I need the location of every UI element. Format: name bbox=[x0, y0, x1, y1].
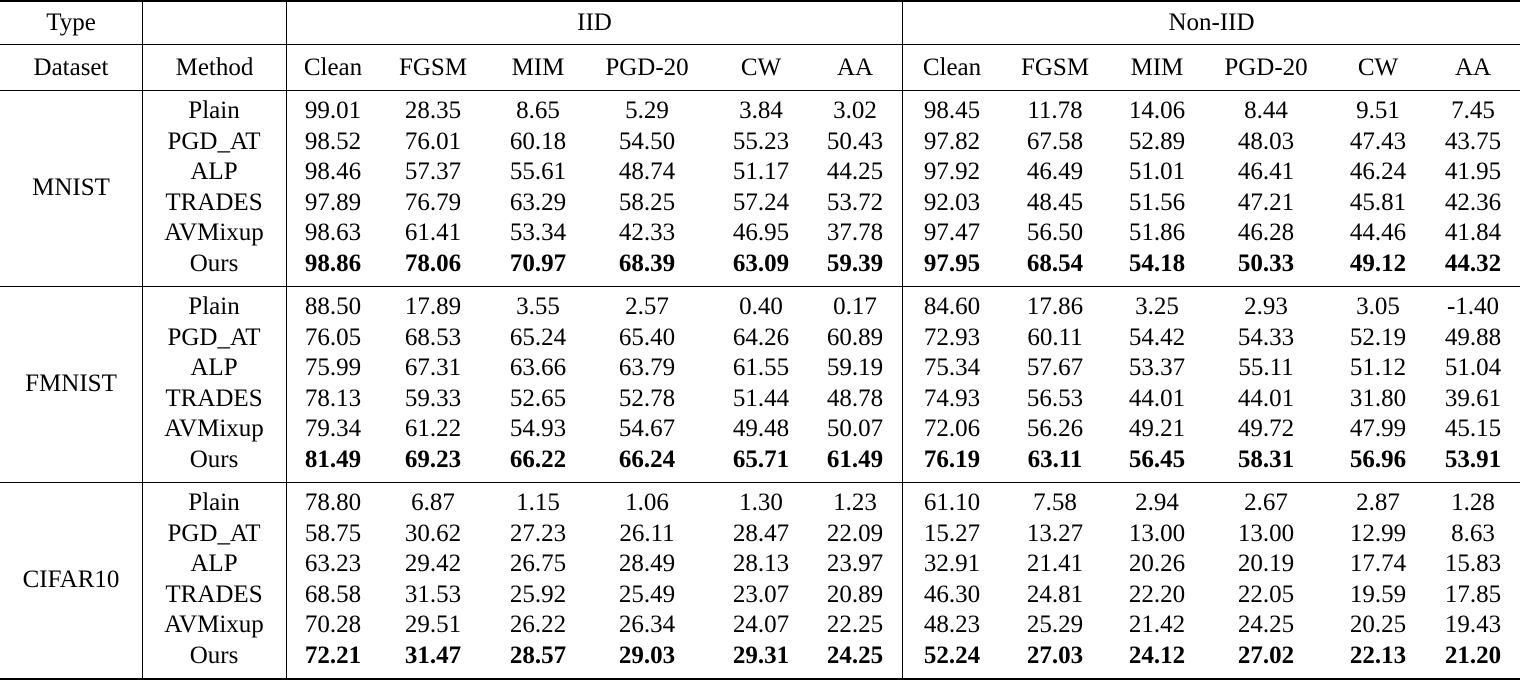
column-header: CW bbox=[740, 54, 782, 81]
value-cell: 67.31 bbox=[404, 354, 462, 382]
type-header: Type bbox=[46, 9, 96, 36]
value-cell: 45.15 bbox=[1444, 415, 1502, 443]
value-cell: 55.11 bbox=[1238, 354, 1294, 382]
value-cell: 19.59 bbox=[1349, 580, 1407, 608]
value-cell: 54.18 bbox=[1128, 249, 1186, 277]
value-cell: 98.46 bbox=[304, 158, 362, 186]
value-cell: 59.39 bbox=[826, 249, 884, 277]
vrule-iid bbox=[902, 2, 903, 678]
value-cell: 58.25 bbox=[618, 188, 676, 216]
value-cell: 49.72 bbox=[1237, 415, 1295, 443]
method-cell: Ours bbox=[189, 249, 239, 277]
value-cell: 28.35 bbox=[404, 97, 462, 125]
value-cell: 65.40 bbox=[618, 323, 676, 351]
value-cell: 59.19 bbox=[826, 354, 884, 382]
value-cell: 50.07 bbox=[826, 415, 884, 443]
value-cell: 84.60 bbox=[923, 293, 981, 321]
value-cell: 1.28 bbox=[1451, 489, 1495, 517]
value-cell: 56.26 bbox=[1026, 415, 1084, 443]
value-cell: 51.86 bbox=[1128, 219, 1186, 247]
value-cell: 54.42 bbox=[1128, 323, 1186, 351]
value-cell: 99.01 bbox=[304, 97, 362, 125]
value-cell: 25.49 bbox=[618, 580, 676, 608]
value-cell: 50.43 bbox=[826, 127, 884, 155]
value-cell: 29.51 bbox=[404, 611, 462, 639]
value-cell: 58.31 bbox=[1237, 445, 1295, 473]
value-cell: 22.09 bbox=[826, 519, 884, 547]
value-cell: 61.22 bbox=[404, 415, 462, 443]
column-header: PGD-20 bbox=[1224, 54, 1308, 81]
value-cell: 56.96 bbox=[1349, 445, 1407, 473]
table-row bbox=[0, 127, 1523, 158]
value-cell: 48.03 bbox=[1237, 127, 1295, 155]
value-cell: 31.47 bbox=[404, 641, 462, 669]
dataset-header: Dataset bbox=[33, 54, 109, 81]
value-cell: 23.07 bbox=[732, 580, 790, 608]
bottom-rule bbox=[0, 678, 1520, 680]
value-cell: 51.56 bbox=[1128, 188, 1186, 216]
value-cell: 97.89 bbox=[304, 188, 362, 216]
value-cell: 65.24 bbox=[509, 323, 567, 351]
value-cell: 54.93 bbox=[509, 415, 567, 443]
value-cell: 8.63 bbox=[1451, 519, 1495, 547]
value-cell: 41.84 bbox=[1444, 219, 1502, 247]
value-cell: 57.24 bbox=[732, 188, 790, 216]
method-header: Method bbox=[175, 54, 254, 81]
method-cell: ALP bbox=[190, 354, 238, 382]
value-cell: 42.33 bbox=[618, 219, 676, 247]
value-cell: 27.23 bbox=[509, 519, 567, 547]
table-row bbox=[0, 323, 1523, 354]
value-cell: 6.87 bbox=[411, 489, 455, 517]
value-cell: 51.04 bbox=[1444, 354, 1502, 382]
value-cell: 70.97 bbox=[509, 249, 567, 277]
value-cell: 79.34 bbox=[304, 415, 362, 443]
value-cell: 3.05 bbox=[1356, 293, 1400, 321]
value-cell: 26.22 bbox=[509, 611, 567, 639]
value-cell: 61.49 bbox=[826, 445, 884, 473]
value-cell: 68.58 bbox=[304, 580, 362, 608]
value-cell: 44.01 bbox=[1237, 384, 1295, 412]
value-cell: 98.45 bbox=[923, 97, 981, 125]
value-cell: 63.79 bbox=[618, 354, 676, 382]
value-cell: 17.74 bbox=[1349, 550, 1407, 578]
value-cell: 2.67 bbox=[1244, 489, 1288, 517]
value-cell: 29.42 bbox=[404, 550, 462, 578]
value-cell: 28.13 bbox=[732, 550, 790, 578]
column-header: AA bbox=[1454, 54, 1492, 81]
value-cell: 51.12 bbox=[1349, 354, 1407, 382]
value-cell: 48.23 bbox=[923, 611, 981, 639]
top-rule bbox=[0, 0, 1520, 2]
value-cell: 69.23 bbox=[404, 445, 462, 473]
value-cell: 53.72 bbox=[826, 188, 884, 216]
value-cell: 49.48 bbox=[732, 415, 790, 443]
value-cell: 29.31 bbox=[732, 641, 790, 669]
value-cell: 97.92 bbox=[923, 158, 981, 186]
value-cell: 0.40 bbox=[739, 293, 783, 321]
value-cell: 27.02 bbox=[1237, 641, 1295, 669]
value-cell: 22.25 bbox=[826, 611, 884, 639]
value-cell: 28.49 bbox=[618, 550, 676, 578]
value-cell: 25.29 bbox=[1026, 611, 1084, 639]
value-cell: 59.33 bbox=[404, 384, 462, 412]
value-cell: 17.86 bbox=[1026, 293, 1084, 321]
value-cell: 20.89 bbox=[826, 580, 884, 608]
table-row bbox=[0, 549, 1523, 580]
value-cell: 24.12 bbox=[1128, 641, 1186, 669]
value-cell: 88.50 bbox=[304, 293, 362, 321]
value-cell: 52.89 bbox=[1128, 127, 1186, 155]
value-cell: 24.25 bbox=[826, 641, 884, 669]
value-cell: 98.52 bbox=[304, 127, 362, 155]
dataset-label: MNIST bbox=[32, 173, 110, 201]
value-cell: 53.91 bbox=[1444, 445, 1502, 473]
header-rule-2 bbox=[0, 90, 1520, 91]
method-cell: Plain bbox=[188, 489, 240, 517]
value-cell: 22.13 bbox=[1349, 641, 1407, 669]
value-cell: 31.53 bbox=[404, 580, 462, 608]
value-cell: 63.11 bbox=[1027, 445, 1083, 473]
value-cell: 20.26 bbox=[1128, 550, 1186, 578]
value-cell: 32.91 bbox=[923, 550, 981, 578]
column-header: PGD-20 bbox=[605, 54, 689, 81]
value-cell: 8.65 bbox=[516, 97, 560, 125]
value-cell: 37.78 bbox=[826, 219, 884, 247]
value-cell: 46.41 bbox=[1237, 158, 1295, 186]
value-cell: 41.95 bbox=[1444, 158, 1502, 186]
value-cell: 22.20 bbox=[1128, 580, 1186, 608]
header-row-columns bbox=[0, 47, 1523, 89]
value-cell: 20.19 bbox=[1237, 550, 1295, 578]
value-cell: 15.83 bbox=[1444, 550, 1502, 578]
value-cell: 54.50 bbox=[618, 127, 676, 155]
vrule-method bbox=[286, 2, 287, 678]
value-cell: 25.92 bbox=[509, 580, 567, 608]
value-cell: 56.53 bbox=[1026, 384, 1084, 412]
value-cell: 52.65 bbox=[509, 384, 567, 412]
value-cell: 49.12 bbox=[1349, 249, 1407, 277]
value-cell: 31.80 bbox=[1349, 384, 1407, 412]
value-cell: 98.63 bbox=[304, 219, 362, 247]
value-cell: 48.78 bbox=[826, 384, 884, 412]
value-cell: 14.06 bbox=[1128, 97, 1186, 125]
table-row bbox=[0, 641, 1523, 672]
value-cell: 55.23 bbox=[732, 127, 790, 155]
method-cell: AVMixup bbox=[164, 219, 264, 247]
method-cell: Ours bbox=[189, 641, 239, 669]
value-cell: 63.29 bbox=[509, 188, 567, 216]
column-header: FGSM bbox=[398, 54, 468, 81]
dataset-label: FMNIST bbox=[25, 369, 117, 397]
value-cell: 44.25 bbox=[826, 158, 884, 186]
value-cell: 28.57 bbox=[509, 641, 567, 669]
value-cell: -1.40 bbox=[1446, 293, 1500, 321]
iid-header: IID bbox=[577, 9, 612, 36]
table-row bbox=[0, 96, 1523, 127]
method-cell: AVMixup bbox=[164, 611, 264, 639]
value-cell: 78.06 bbox=[404, 249, 462, 277]
value-cell: 47.43 bbox=[1349, 127, 1407, 155]
value-cell: 9.51 bbox=[1356, 97, 1400, 125]
value-cell: 44.32 bbox=[1444, 249, 1502, 277]
value-cell: 47.21 bbox=[1237, 188, 1295, 216]
value-cell: 53.34 bbox=[509, 219, 567, 247]
value-cell: 3.25 bbox=[1135, 293, 1179, 321]
value-cell: 50.33 bbox=[1237, 249, 1295, 277]
method-cell: ALP bbox=[190, 158, 238, 186]
value-cell: 19.43 bbox=[1444, 611, 1502, 639]
value-cell: 26.75 bbox=[509, 550, 567, 578]
value-cell: 67.58 bbox=[1026, 127, 1084, 155]
value-cell: 1.30 bbox=[739, 489, 783, 517]
method-cell: TRADES bbox=[165, 188, 263, 216]
value-cell: 51.44 bbox=[732, 384, 790, 412]
value-cell: 52.19 bbox=[1349, 323, 1407, 351]
value-cell: 46.95 bbox=[732, 219, 790, 247]
value-cell: 21.42 bbox=[1128, 611, 1186, 639]
value-cell: 78.80 bbox=[304, 489, 362, 517]
method-cell: ALP bbox=[190, 550, 238, 578]
value-cell: 1.06 bbox=[625, 489, 669, 517]
value-cell: 63.66 bbox=[509, 354, 567, 382]
value-cell: 72.06 bbox=[923, 415, 981, 443]
value-cell: 52.78 bbox=[618, 384, 676, 412]
value-cell: 45.81 bbox=[1349, 188, 1407, 216]
value-cell: 30.62 bbox=[404, 519, 462, 547]
value-cell: 61.10 bbox=[923, 489, 981, 517]
value-cell: 46.28 bbox=[1237, 219, 1295, 247]
method-cell: Ours bbox=[189, 445, 239, 473]
group-rule-2 bbox=[0, 482, 1520, 483]
value-cell: 68.54 bbox=[1026, 249, 1084, 277]
value-cell: 24.25 bbox=[1237, 611, 1295, 639]
value-cell: 65.71 bbox=[732, 445, 790, 473]
column-header: Clean bbox=[922, 54, 982, 81]
method-cell: AVMixup bbox=[164, 415, 264, 443]
method-cell: Plain bbox=[188, 97, 240, 125]
value-cell: 29.03 bbox=[618, 641, 676, 669]
value-cell: 7.45 bbox=[1451, 97, 1495, 125]
value-cell: 15.27 bbox=[923, 519, 981, 547]
value-cell: 28.47 bbox=[732, 519, 790, 547]
table-row bbox=[0, 519, 1523, 550]
table-row bbox=[0, 610, 1523, 641]
value-cell: 1.15 bbox=[516, 489, 560, 517]
value-cell: 97.47 bbox=[923, 219, 981, 247]
value-cell: 63.23 bbox=[304, 550, 362, 578]
value-cell: 13.27 bbox=[1026, 519, 1084, 547]
value-cell: 70.28 bbox=[304, 611, 362, 639]
value-cell: 64.26 bbox=[732, 323, 790, 351]
table-row bbox=[0, 353, 1523, 384]
value-cell: 76.05 bbox=[304, 323, 362, 351]
value-cell: 75.99 bbox=[304, 354, 362, 382]
value-cell: 5.29 bbox=[625, 97, 669, 125]
column-header: MIM bbox=[1130, 54, 1184, 81]
value-cell: 53.37 bbox=[1128, 354, 1186, 382]
value-cell: 0.17 bbox=[833, 293, 877, 321]
method-cell: TRADES bbox=[165, 580, 263, 608]
value-cell: 68.39 bbox=[618, 249, 676, 277]
value-cell: 52.24 bbox=[923, 641, 981, 669]
value-cell: 49.88 bbox=[1444, 323, 1502, 351]
value-cell: 46.49 bbox=[1026, 158, 1084, 186]
value-cell: 97.95 bbox=[923, 249, 981, 277]
table-row bbox=[0, 445, 1523, 476]
column-header: CW bbox=[1357, 54, 1399, 81]
table-row bbox=[0, 384, 1523, 415]
value-cell: 56.50 bbox=[1026, 219, 1084, 247]
value-cell: 12.99 bbox=[1349, 519, 1407, 547]
value-cell: 3.84 bbox=[739, 97, 783, 125]
value-cell: 46.24 bbox=[1349, 158, 1407, 186]
value-cell: 39.61 bbox=[1444, 384, 1502, 412]
value-cell: 57.37 bbox=[404, 158, 462, 186]
column-header: AA bbox=[836, 54, 874, 81]
column-header: MIM bbox=[511, 54, 565, 81]
table-row bbox=[0, 414, 1523, 445]
value-cell: 23.97 bbox=[826, 550, 884, 578]
value-cell: 44.46 bbox=[1349, 219, 1407, 247]
value-cell: 21.20 bbox=[1444, 641, 1502, 669]
method-cell: PGD_AT bbox=[167, 127, 261, 155]
value-cell: 66.24 bbox=[618, 445, 676, 473]
value-cell: 22.05 bbox=[1237, 580, 1295, 608]
value-cell: 7.58 bbox=[1033, 489, 1077, 517]
value-cell: 26.34 bbox=[618, 611, 676, 639]
value-cell: 81.49 bbox=[304, 445, 362, 473]
value-cell: 13.00 bbox=[1237, 519, 1295, 547]
value-cell: 55.61 bbox=[509, 158, 567, 186]
value-cell: 60.11 bbox=[1027, 323, 1083, 351]
table-row bbox=[0, 488, 1523, 519]
value-cell: 97.82 bbox=[923, 127, 981, 155]
table-row bbox=[0, 157, 1523, 188]
method-cell: TRADES bbox=[165, 384, 263, 412]
method-cell: Plain bbox=[188, 293, 240, 321]
value-cell: 11.78 bbox=[1027, 97, 1083, 125]
table-row bbox=[0, 188, 1523, 219]
value-cell: 21.41 bbox=[1026, 550, 1084, 578]
value-cell: 66.22 bbox=[509, 445, 567, 473]
table-row bbox=[0, 580, 1523, 611]
value-cell: 48.74 bbox=[618, 158, 676, 186]
table-row bbox=[0, 292, 1523, 323]
value-cell: 8.44 bbox=[1244, 97, 1288, 125]
value-cell: 2.57 bbox=[625, 293, 669, 321]
value-cell: 2.94 bbox=[1135, 489, 1179, 517]
value-cell: 48.45 bbox=[1026, 188, 1084, 216]
value-cell: 61.55 bbox=[732, 354, 790, 382]
value-cell: 1.23 bbox=[833, 489, 877, 517]
value-cell: 49.21 bbox=[1128, 415, 1186, 443]
value-cell: 72.93 bbox=[923, 323, 981, 351]
value-cell: 58.75 bbox=[304, 519, 362, 547]
value-cell: 46.30 bbox=[923, 580, 981, 608]
value-cell: 76.01 bbox=[404, 127, 462, 155]
value-cell: 60.18 bbox=[509, 127, 567, 155]
value-cell: 24.81 bbox=[1026, 580, 1084, 608]
value-cell: 20.25 bbox=[1349, 611, 1407, 639]
value-cell: 13.00 bbox=[1128, 519, 1186, 547]
noniid-header: Non-IID bbox=[1168, 9, 1255, 36]
value-cell: 60.89 bbox=[826, 323, 884, 351]
dataset-label: CIFAR10 bbox=[22, 565, 120, 593]
group-rule-1 bbox=[0, 286, 1520, 287]
value-cell: 72.21 bbox=[304, 641, 362, 669]
value-cell: 42.36 bbox=[1444, 188, 1502, 216]
value-cell: 61.41 bbox=[404, 219, 462, 247]
value-cell: 98.86 bbox=[304, 249, 362, 277]
value-cell: 26.11 bbox=[619, 519, 675, 547]
column-header: Clean bbox=[303, 54, 363, 81]
value-cell: 76.19 bbox=[923, 445, 981, 473]
method-cell: PGD_AT bbox=[167, 323, 261, 351]
value-cell: 76.79 bbox=[404, 188, 462, 216]
value-cell: 56.45 bbox=[1128, 445, 1186, 473]
value-cell: 54.33 bbox=[1237, 323, 1295, 351]
value-cell: 24.07 bbox=[732, 611, 790, 639]
column-header: FGSM bbox=[1020, 54, 1090, 81]
value-cell: 68.53 bbox=[404, 323, 462, 351]
header-row-type bbox=[0, 2, 1523, 44]
value-cell: 51.01 bbox=[1128, 158, 1186, 186]
vrule-dataset bbox=[142, 2, 143, 678]
value-cell: 2.93 bbox=[1244, 293, 1288, 321]
value-cell: 47.99 bbox=[1349, 415, 1407, 443]
value-cell: 57.67 bbox=[1026, 354, 1084, 382]
value-cell: 54.67 bbox=[618, 415, 676, 443]
value-cell: 27.03 bbox=[1026, 641, 1084, 669]
table-row bbox=[0, 249, 1523, 280]
value-cell: 3.55 bbox=[516, 293, 560, 321]
value-cell: 75.34 bbox=[923, 354, 981, 382]
table-row bbox=[0, 218, 1523, 249]
value-cell: 63.09 bbox=[732, 249, 790, 277]
value-cell: 51.17 bbox=[732, 158, 790, 186]
header-rule-1 bbox=[0, 44, 1520, 45]
value-cell: 43.75 bbox=[1444, 127, 1502, 155]
value-cell: 78.13 bbox=[304, 384, 362, 412]
value-cell: 2.87 bbox=[1356, 489, 1400, 517]
value-cell: 3.02 bbox=[833, 97, 877, 125]
value-cell: 44.01 bbox=[1128, 384, 1186, 412]
value-cell: 74.93 bbox=[923, 384, 981, 412]
value-cell: 17.85 bbox=[1444, 580, 1502, 608]
value-cell: 92.03 bbox=[923, 188, 981, 216]
value-cell: 17.89 bbox=[404, 293, 462, 321]
method-cell: PGD_AT bbox=[167, 519, 261, 547]
